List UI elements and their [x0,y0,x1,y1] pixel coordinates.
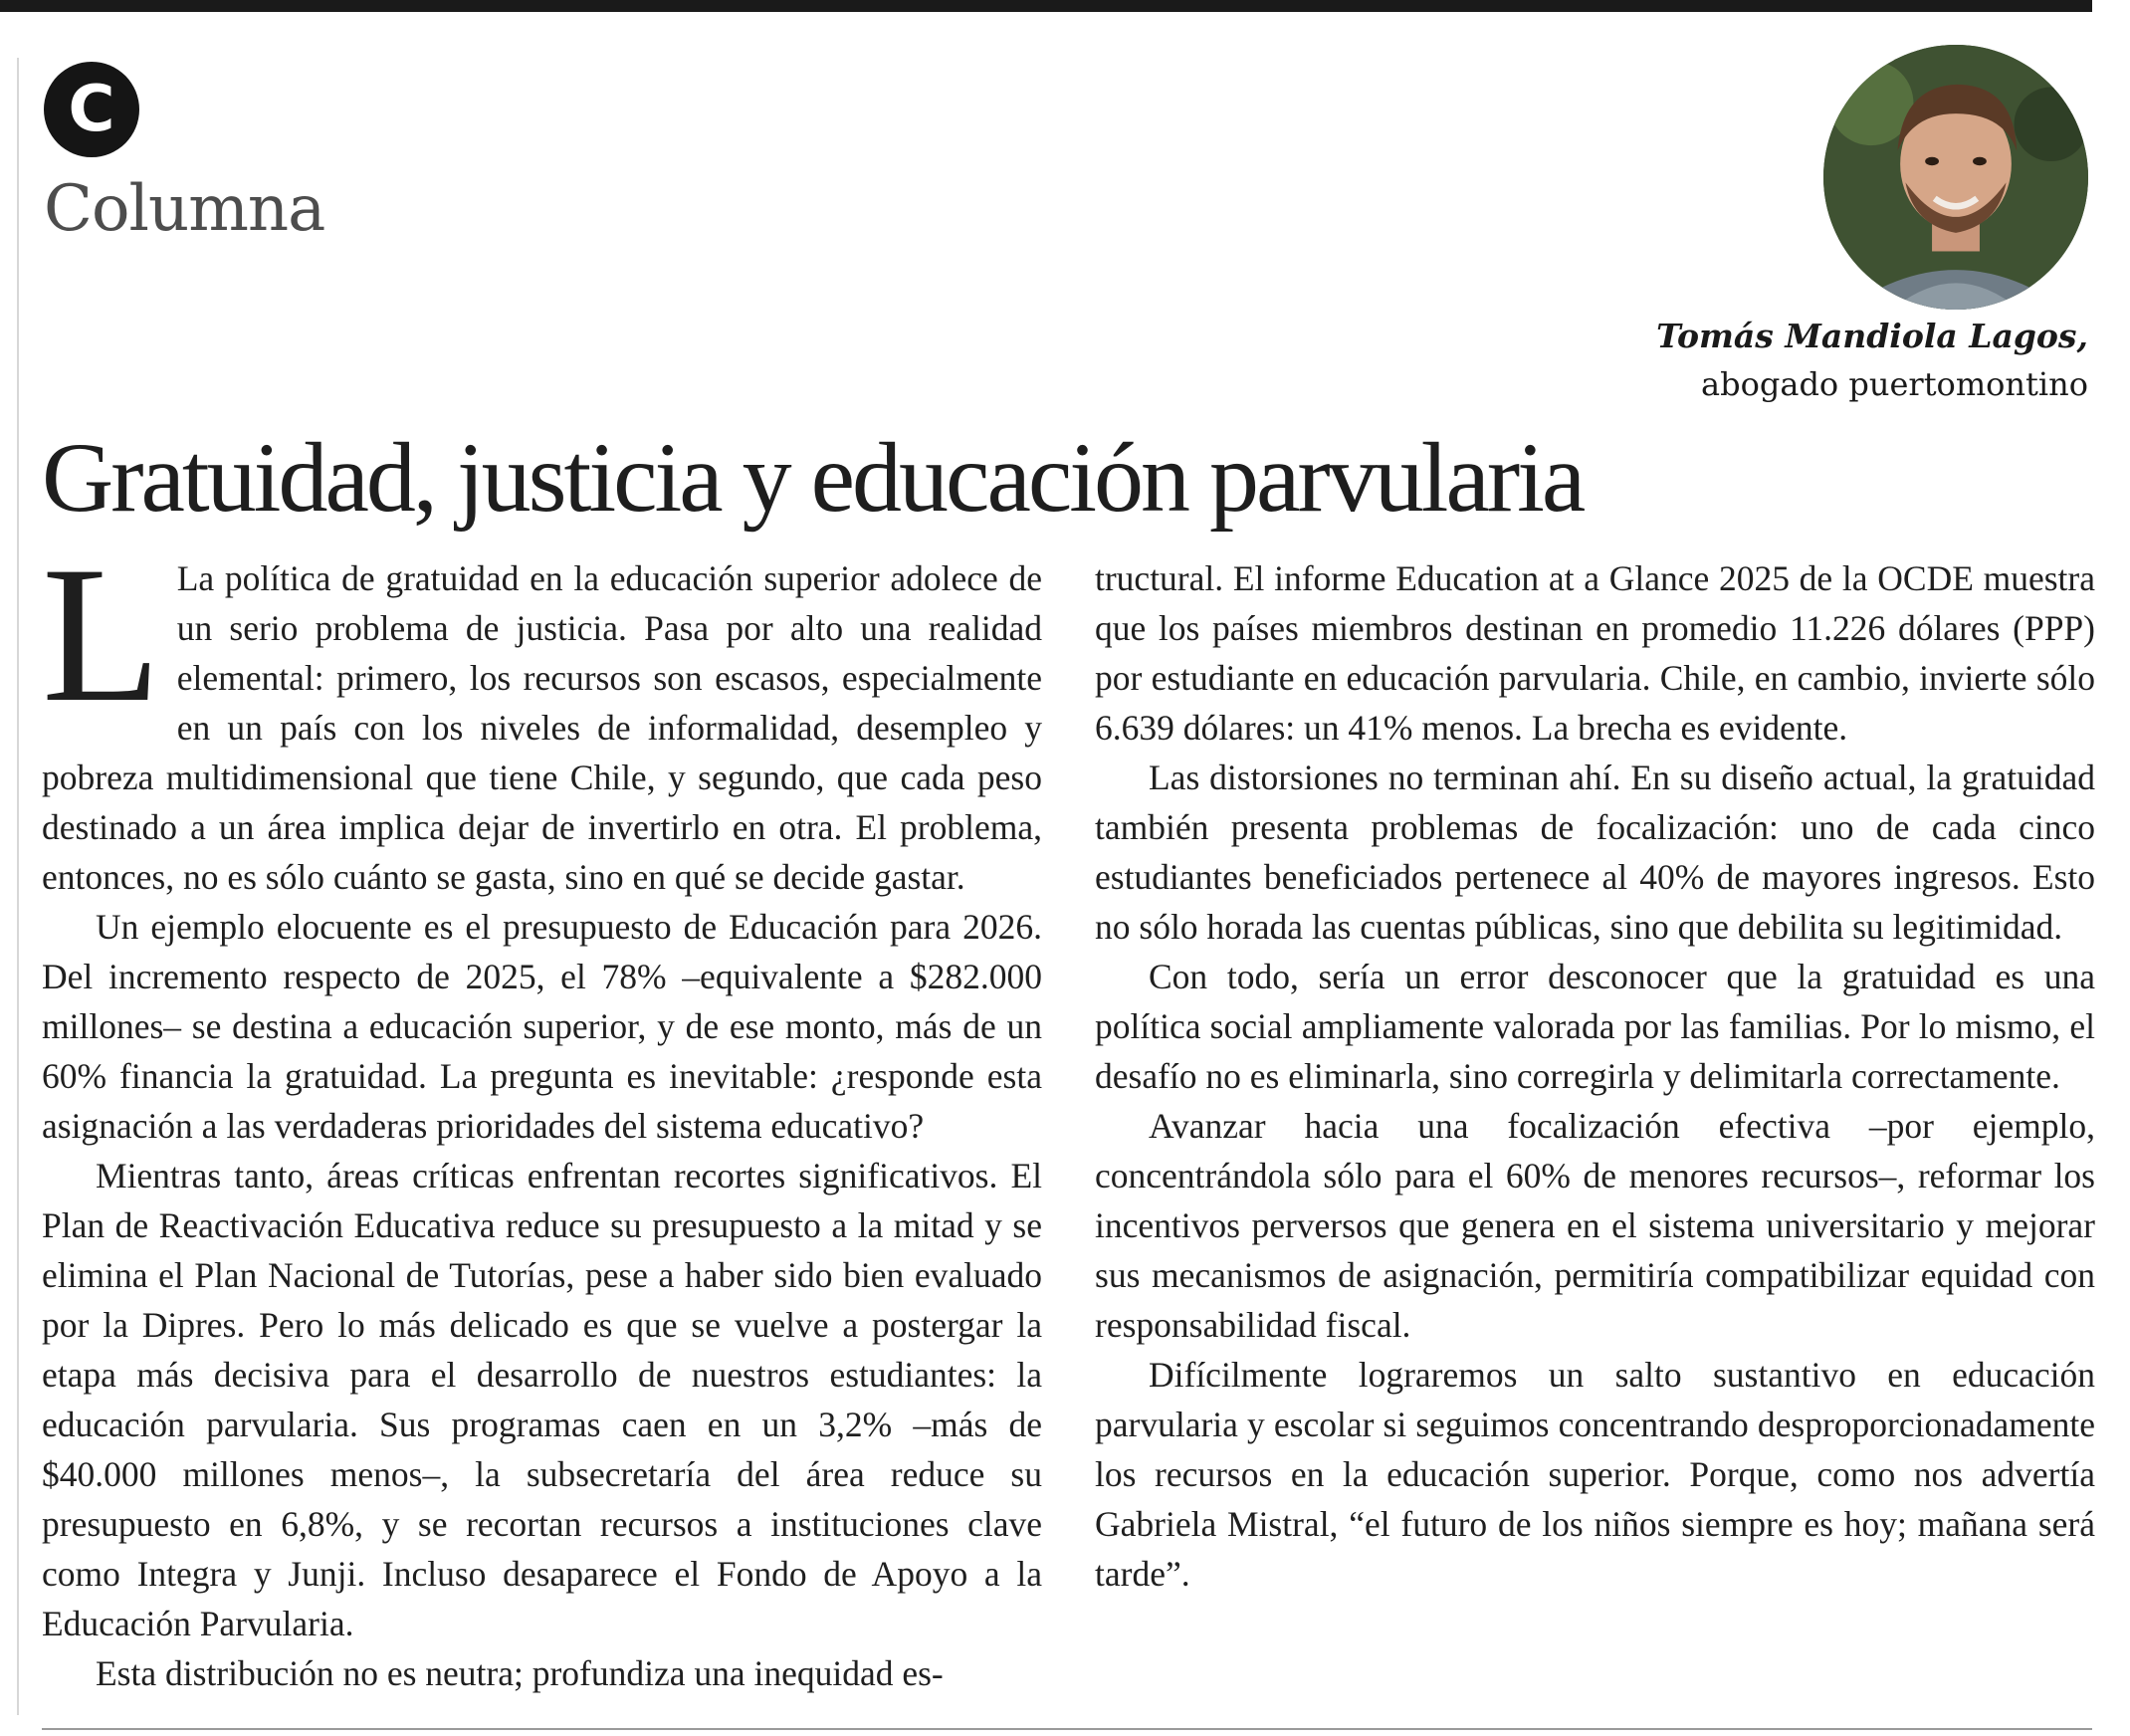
left-margin-rule [17,58,19,1715]
author-photo [1823,45,2088,310]
article-column-right [1095,553,2095,1599]
section-badge: C [44,62,139,157]
paragraph: Las distorsiones no terminan ahí. En su diseño actual, la gratuidad también presenta problemas de focalización: uno de cada cinco estudiantes beneficiados pertenece al 40% de mayores ingresos. Esto no sólo horada las cuentas públicas, sino que debilita su legitimidad. [1095,758,2095,947]
paragraph: Con todo, sería un error desconocer que la gratuidad es una política social ampliamente valorada por las familias. Por lo mismo, el desafío no es eliminarla, sino corregirla y delimitarla correctamente. [1095,957,2095,1096]
drop-cap: L [42,527,161,743]
paragraph-text: La política de gratuidad en la educación superior adolece de un serio problema de justicia. Pasa por alto una realidad elemental: primero, los recursos son escasos, especialmente en un país con los niveles de informalidad, desempleo y pobreza multidimensional que tiene Chile, y segundo, que cada peso destinado a un área implica dejar de invertirlo en otra. El problema, entonces, no es sólo cuánto se gasta, sino en qué se decide gastar. [42,558,1042,897]
top-rule [0,0,2092,12]
article-column-left [42,527,1042,1698]
paragraph: Avanzar hacia una focalización efectiva –por ejemplo, concentrándola sólo para el 60% de menores recursos–, reformar los incentivos perversos que genera en el sistema universitario y mejorar sus mecanismos de asignación, permitiría compatibilizar equidad con responsabilidad fiscal. [1095,1106,2095,1345]
author-portrait-icon [1823,45,2088,310]
bottom-rule [42,1728,2092,1730]
paragraph: Esta distribución no es neutra; profundiza una inequidad es- [96,1653,944,1693]
paragraph [42,527,1042,902]
section-label: Columna [44,172,325,246]
author-role: abogado puertomontino [1701,365,2088,403]
headline: Gratuidad, justicia y educación parvularia [42,422,1584,533]
paragraph: Un ejemplo elocuente es el presupuesto de Educación para 2026. Del incremento respecto de 2025, el 78% –equivalente a $282.000 millones– se destina a educación superior, y de ese monto, más de un 60% financia la gratuidad. La pregunta es inevitable: ¿responde esta asignación a las verdaderas prioridades del sistema educativo? [42,907,1042,1146]
author-name: Tomás Mandiola Lagos, [1656,317,2088,355]
paragraph: Mientras tanto, áreas críticas enfrentan recortes significativos. El Plan de Reactivación Educativa reduce su presupuesto a la mitad y se elimina el Plan Nacional de Tutorías, pese a haber sido bien evaluado por la Dipres. Pero lo más delicado es que se vuelve a postergar la etapa más decisiva para el desarrollo de nuestros estudiantes: la educación parvularia. Sus programas caen en un 3,2% –más de $40.000 millones menos–, la subsecretaría del área reduce su presupuesto en 6,8%, y se recortan recursos a instituciones clave como Integra y Junji. Incluso desaparece el Fondo de Apoyo a la Educación Parvularia. [42,1156,1042,1643]
paragraph: Difícilmente lograremos un salto sustantivo en educación parvularia y escolar si seguimos concentrando desproporcionadamente los recursos en la educación superior. Porque, como nos advertía Gabriela Mistral, “el futuro de los niños siempre es hoy; mañana será tarde”. [1095,1355,2095,1594]
paragraph: tructural. El informe Education at a Glance 2025 de la OCDE muestra que los países miembros destinan en promedio 11.226 dólares (PPP) por estudiante en educación parvularia. Chile, en cambio, invierte sólo 6.639 dólares: un 41% menos. La brecha es evidente. [1095,558,2095,748]
